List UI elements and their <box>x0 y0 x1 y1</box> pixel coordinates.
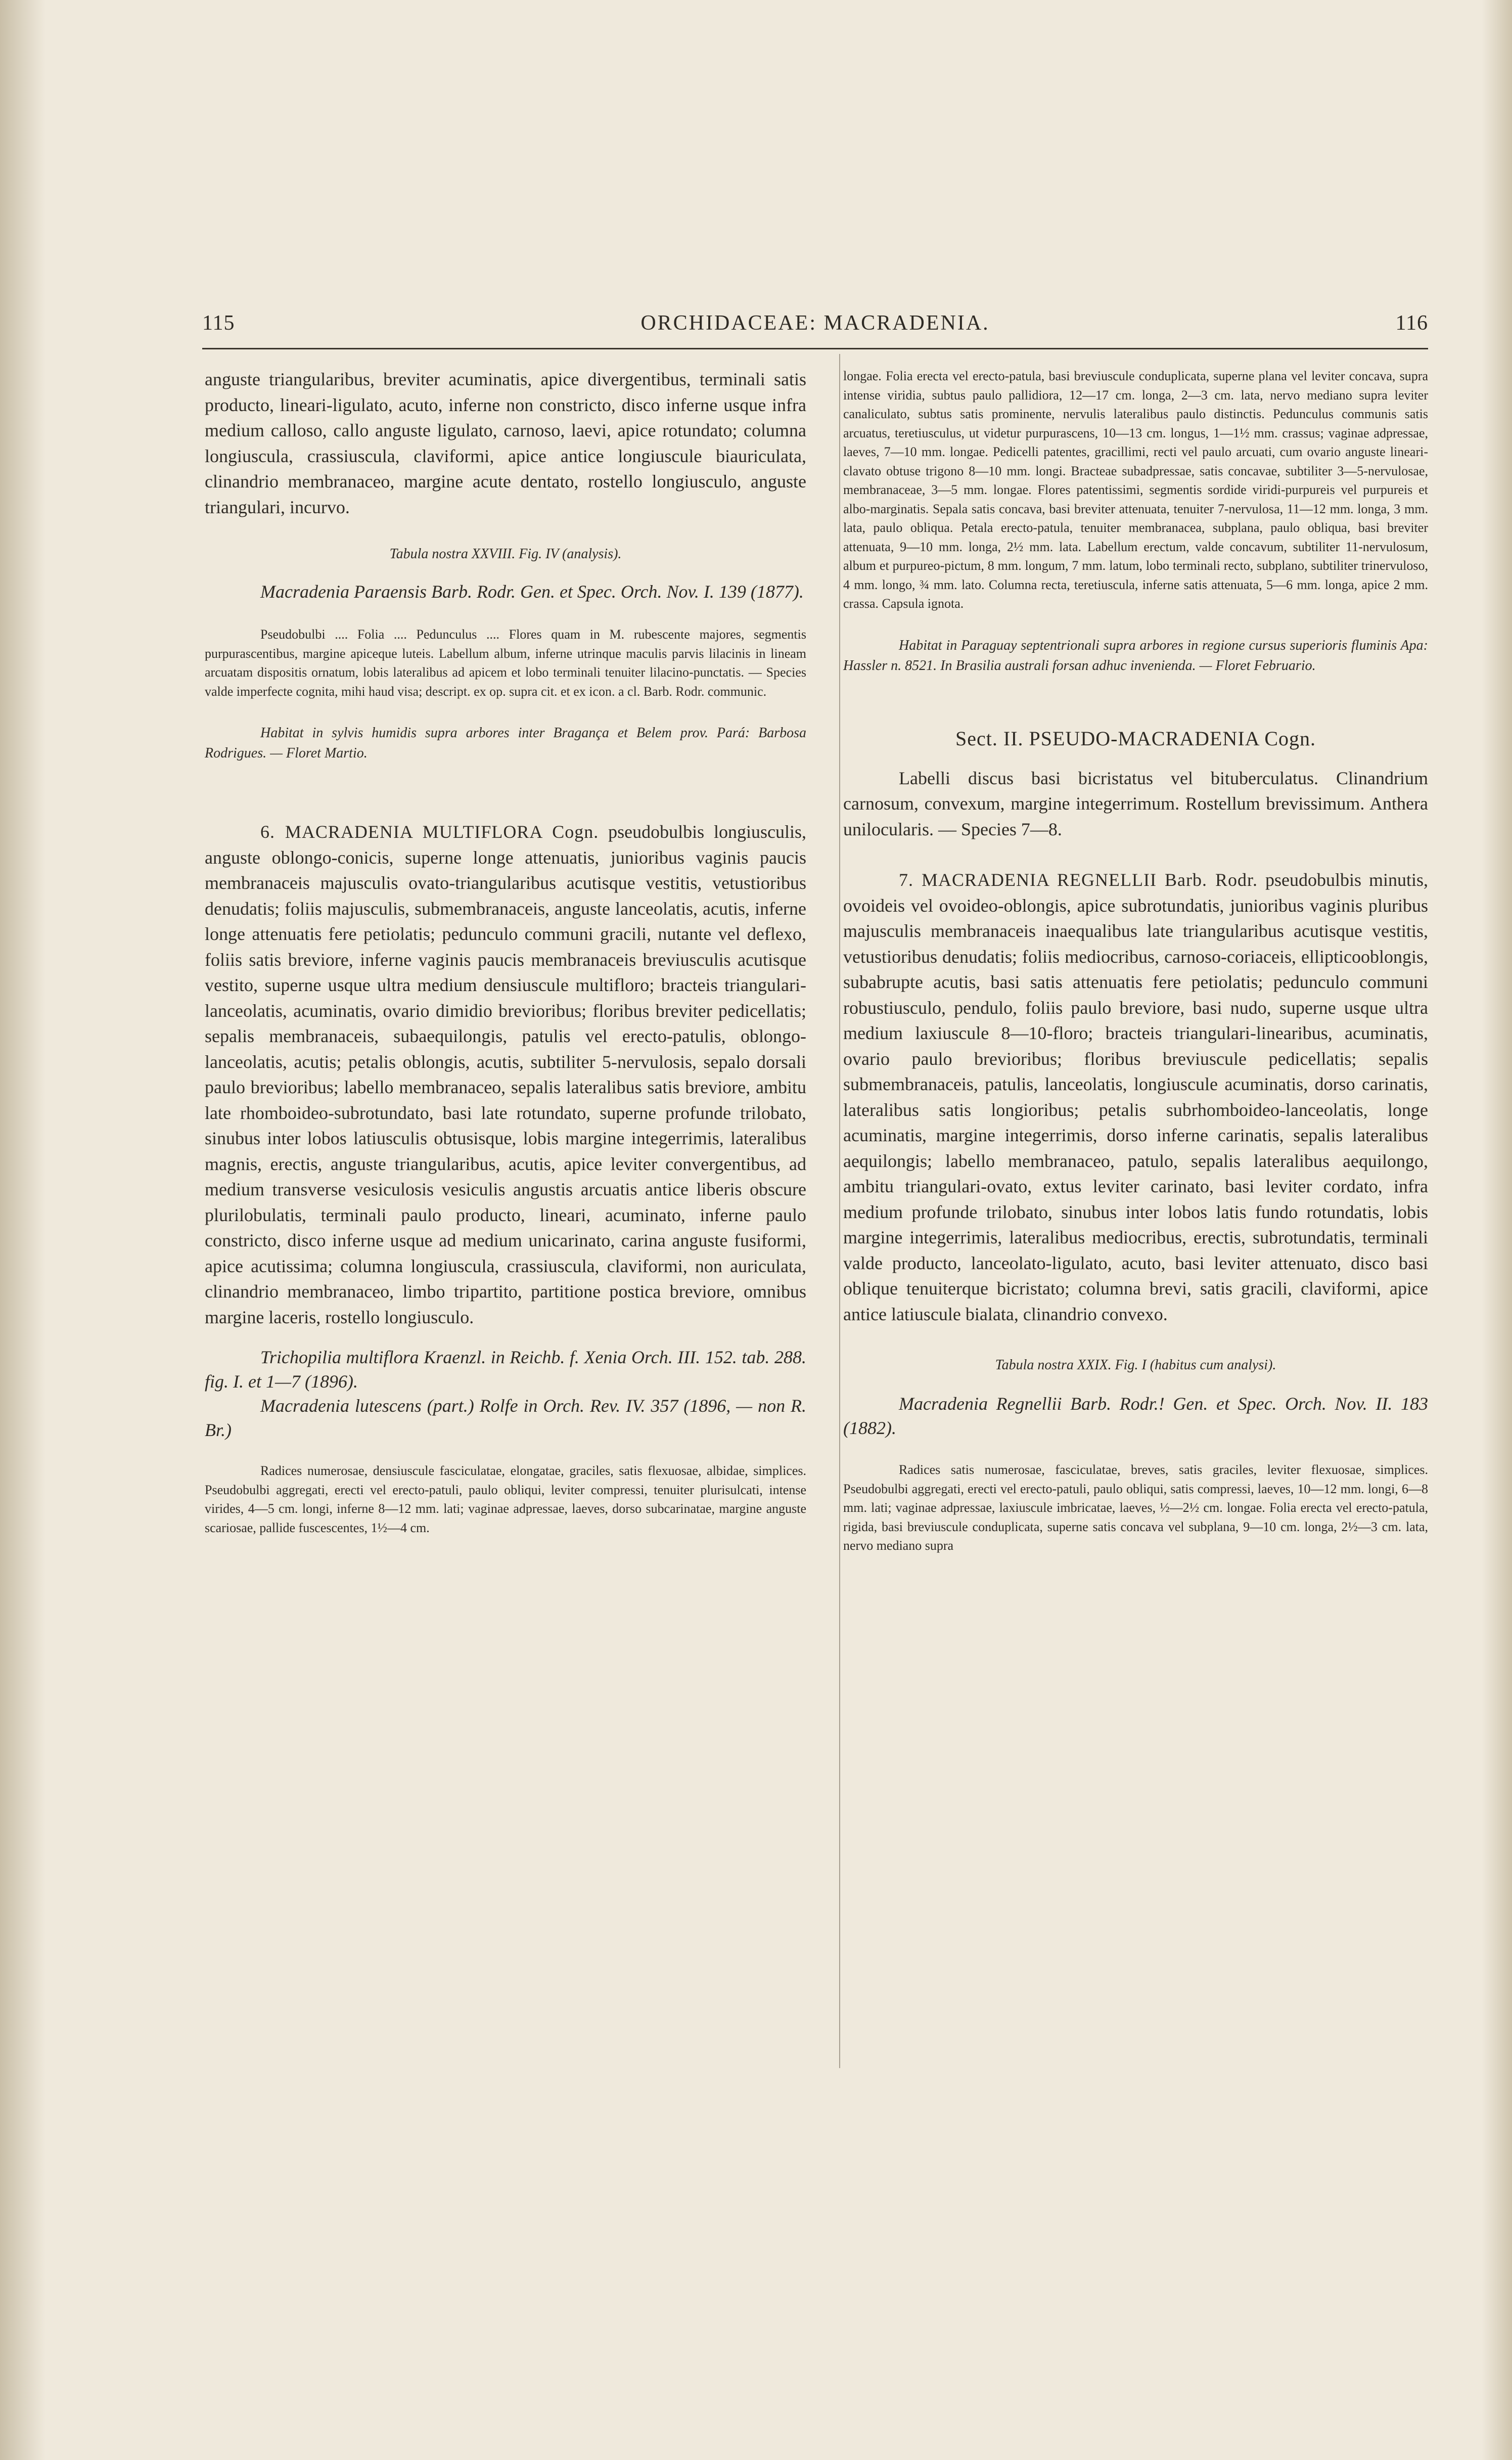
section-heading: Sect. II. PSEUDO-MACRADENIA Cogn. <box>955 727 1316 750</box>
species-7-title: 7. MACRADENIA REGNELLII Barb. Rodr. <box>899 870 1258 890</box>
citation-2: Macradenia Regnellii Barb. Rodr.! Gen. et Spec. Orch. Nov. II. 183 (1882). <box>843 1394 1428 1438</box>
column-divider <box>839 354 840 2068</box>
species-6-title: 6. MACRADENIA MULTIFLORA Cogn. <box>260 822 599 842</box>
plate-reference-2: Tabula nostra XXIX. Fig. I (habitus cum analysi). <box>995 1357 1276 1373</box>
synonym-citation-1: Trichopilia multiflora Kraenzl. in Reichb. f. Xenia Orch. III. 152. tab. 288. fig. I. et 1—7 (1896). <box>205 1347 806 1392</box>
header-rule <box>202 348 1428 349</box>
right-column <box>843 362 1428 1555</box>
left-column <box>205 362 806 1537</box>
page-shadow-left <box>0 0 45 2460</box>
description-text-3: Radices satis numerosae, fasciculatae, breves, satis graciles, leviter flexuosae, simplices. Pseudobulbi aggregati, erecti vel erecto-patuli, paulo obliqui, satis compressi, laeves, 10—12 mm. longi, 6—8 mm. lati; vaginae adpressae, laxiuscule imbricatae, laeves, ½—2½ cm. longae. Folia erecta vel erecto-patula, rigida, basi breviuscule conduplicata, superne satis concava vel subplana, 9—10 cm. longa, 2½—3 cm. lata, nervo mediano supra <box>843 1462 1428 1553</box>
species-7-entry <box>843 867 1428 1327</box>
habitat-note-2: Habitat in Paraguay septentrionali supra arbores in regione cursus superioris fluminis Apa: Hassler n. 8521. In Brasilia australi forsan adhuc invenienda. — Floret Februario. <box>843 637 1428 674</box>
page-shadow-right <box>1482 0 1512 2460</box>
species-6-entry <box>205 819 806 1330</box>
page-number-right: 116 <box>1395 311 1428 335</box>
species-6-diagnosis: pseudobulbis longiusculis, anguste oblongo-conicis, superne longe attenuatis, junioribus vaginis paucis membranaceis majusculis ovato-triangularibus acutisque vestitis, vetustioribus denudatis; foliis majusculis, submembranaceis, anguste lanceolatis, acutis, inferne longe attenuatis fere petiolatis; pedunculo communi gracili, nutante vel deflexo, foliis satis breviore, inferne vaginis paucis membranaceis breviusculis acutisque vestito, superne usque ultra medium densiuscule multifloro; bracteis triangulari-lanceolatis, acuminatis, ovario dimidio brevioribus; floribus breviter pedicellatis; sepalis membranaceis, subaequilongis, patulis vel erecto-patulis, oblongo-lanceolatis, acutis; petalis oblongis, acutis, subtiliter 5-nervulosis, sepalo dorsali paulo brevioribus; labello membranaceo, sepalis lateralibus satis breviore, ambitu late rhomboideo-subrotundato, basi late rotundato, superne profunde trilobato, sinubus inter lobos latiusculis obtusisque, lobis margine integerrimis, lateralibus magnis, erectis, anguste triangularibus, acutis, apice leviter convergentibus, ad medium transverse vesiculosis vesiculis angustis arcuatis antice liberis obscure plurilobulatis, terminali paulo producto, lineari, acuminato, inferne paulo constricto, disco inferne usque ad medium unicarinato, carina anguste fusiformi, apice acutissima; columna longiuscula, crassiuscula, claviformi, non auriculata, clinandrio membranaceo, limbo tripartito, partitione postica breviore, omnibus margine laceris, rostello longiusculo. <box>205 822 807 1327</box>
description-text-2: Radices numerosae, densiuscule fasciculatae, elongatae, graciles, satis flexuosae, albidae, simplices. Pseudobulbi aggregati, erecti vel erecto-patuli, paulo obliqui, leviter compressi, tenuiter plurisulcati, intense virides, 4—5 cm. longi, inferne 8—12 mm. lati; vaginae adpressae, laeves, dorso subcarinatae, margine anguste scariosae, pallide fuscescentes, 1½—4 cm. <box>205 1463 806 1535</box>
running-title: ORCHIDACEAE: MACRADENIA. <box>640 311 990 335</box>
species-7-diagnosis: pseudobulbis minutis, ovoideis vel ovoideo-oblongis, apice subrotundatis, junioribus vaginis pluribus majusculis membranaceis inaequalibus late triangularibus acutisque vestitis, vetustioribus denudatis; foliis mediocribus, carnoso-coriaceis, ellipticooblongis, subabrupte acutis, basi satis attenuatis fere petiolatis; pedunculo communi robustiusculo, pendulo, foliis paulo breviore, basi nudo, superne usque ultra medium laxiuscule 8—10-floro; bracteis triangulari-linearibus, acuminatis, ovario paulo brevioribus; floribus breviuscule pedicellatis; sepalis submembranaceis, patulis, lanceolatis, longiuscule acuminatis, dorso carinatis, lateralibus satis longioribus; petalis subrhomboideo-lanceolatis, longe acuminatis, margine integerrimis, dorso inferne carinatis, sepalis lateralibus aequilongis; labello membranaceo, patulo, sepalis lateralibus aequilongo, ambitu triangulari-ovato, extus leviter carinato, basi leviter cordato, infra medium profunde trilobato, sinubus inter lobos latis fundo rotundatis, lobis margine integerrimis, lateralibus mediocribus, erectis, subrotundatis, terminali valde producto, lanceolato-ligulato, acuto, basi leviter attenuato, disco basi oblique tenuiterque bicristato; columna brevi, satis gracili, claviformi, apice antice latiuscule bialata, clinandrio convexo. <box>843 870 1429 1324</box>
running-head <box>202 311 1428 341</box>
citation: Macradenia Paraensis Barb. Rodr. Gen. et Spec. Orch. Nov. I. 139 (1877). <box>260 582 804 602</box>
section-diagnosis: Labelli discus basi bicristatus vel bituberculatus. Clinandrium carnosum, convexum, margine integerrimum. Rostellum brevissimum. Anthera unilocularis. — Species 7—8. <box>843 768 1428 839</box>
page-number-left: 115 <box>202 311 235 335</box>
description-text: Pseudobulbi .... Folia .... Pedunculus .... Flores quam in M. rubescente majores, segmentis purpurascentibus, margine apiceque luteis. Labellum album, inferne utrinque maculis parvis lilacinis in lineam arcuatam dispositis ornatum, lobis lateralibus ad apicem et lobo terminali tenuiter lilacino-punctatis. — Species valde imperfecte cognita, mihi haud visa; descript. ex op. supra cit. et ex icon. a cl. Barb. Rodr. communic. <box>205 627 806 699</box>
habitat-note: Habitat in sylvis humidis supra arbores inter Bragança et Belem prov. Pará: Barbosa Rodrigues. — Floret Martio. <box>205 725 806 761</box>
synonym-citation-2: Macradenia lutescens (part.) Rolfe in Orch. Rev. IV. 357 (1896, — non R. Br.) <box>205 1396 806 1440</box>
description-continuation: longae. Folia erecta vel erecto-patula, basi breviuscule conduplicata, superne plana vel leviter concava, supra intense viridia, subtus paulo pallidiora, 12—17 cm. longa, 2—3 cm. lata, nervo mediano supra leviter canaliculato, subtus satis prominente, nervulis lateralibus paulo distinctis. Pedunculus communis satis arcuatus, teretiusculus, ut videtur purpurascens, 10—13 cm. longus, 1—1½ mm. crassus; vaginae adpressae, laeves, 7—10 mm. longae. Pedicelli patentes, gracillimi, recti vel paulo arcuati, cum ovario anguste lineari-clavato obtuse trigono 8—10 mm. longi. Bracteae subadpressae, satis concavae, subtiliter 3—5-nervulosae, membranaceae, 3—5 mm. longae. Flores patentissimi, segmentis sordide viridi-purpureis vel purpureis et albo-marginatis. Sepala satis concava, basi breviter attenuata, tenuiter 7-nervulosa, 11—12 mm. longa, 3 mm. lata, paulo obliqua. Petala erecto-patula, tenuiter membranacea, subplana, paulo obliqua, basi breviter attenuata, 9—10 mm. longa, 2½ mm. lata. Labellum erectum, valde concavum, subtiliter 11-nervulosum, album et purpureo-pictum, 8 mm. longum, 7 mm. latum, lobo terminali recto, subplano, subtiliter trinervuloso, 4 mm. longo, ¾ mm. lato. Columna recta, teretiuscula, inferne satis attenuata, 5—6 mm. longa, apice 2 mm. crassa. Capsula ignota. <box>843 369 1428 611</box>
paragraph-continuation: anguste triangularibus, breviter acuminatis, apice divergentibus, terminali satis producto, lineari-ligulato, acuto, inferne non constricto, disco inferne usque infra medium calloso, callo anguste ligulato, carnoso, laevi, apice rotundato; columna longiuscula, crassiuscula, claviformi, apice antice longiuscule biauriculata, clinandrio membranaceo, margine acute dentato, rostello longiusculo, anguste triangulari, incurvo. <box>205 369 806 517</box>
plate-reference: Tabula nostra XXVIII. Fig. IV (analysis). <box>389 546 622 562</box>
